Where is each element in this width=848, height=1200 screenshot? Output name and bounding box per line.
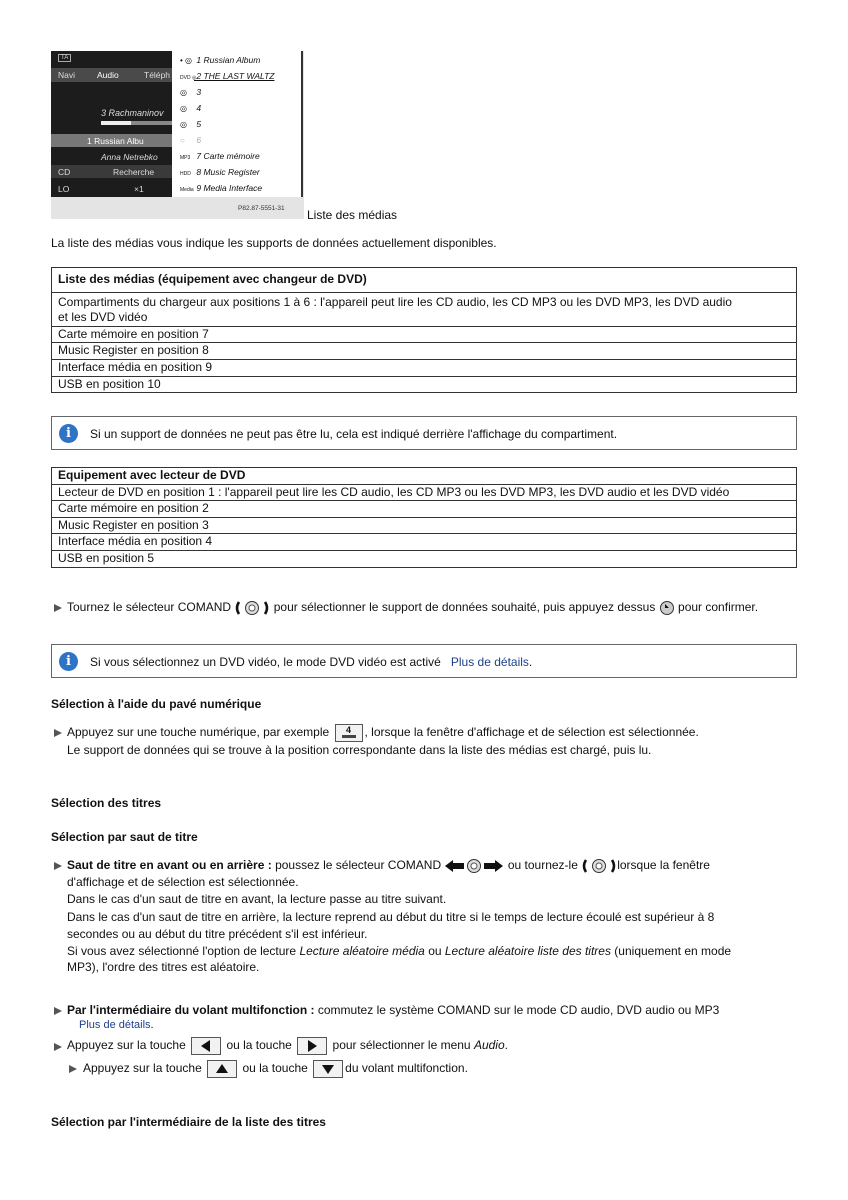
step-arrow-icon bbox=[54, 604, 62, 612]
status-multiplier: ×1 bbox=[134, 184, 144, 194]
heading-numeric-keypad: Sélection à l'aide du pavé numérique bbox=[51, 697, 262, 711]
step-text-line: Si vous avez sélectionné l'option de lecture Lecture aléatoire média ou Lecture aléatoire liste des titres (uniquement en mode bbox=[67, 944, 732, 958]
more-details-link[interactable]: Plus de détails bbox=[450, 655, 529, 669]
info-icon: i bbox=[59, 424, 78, 443]
figure-reference: P82.87-5551-31 bbox=[238, 205, 285, 212]
table-header: Liste des médias (équipement avec changeur de DVD) bbox=[52, 268, 797, 293]
step-select-medium: Tournez le sélecteur COMAND pour sélectionner le support de données souhaité, puis appuyez dessus pour confirmer. bbox=[67, 600, 759, 615]
step-text-line: d'affichage et de sélection est sélectionnée. bbox=[67, 875, 299, 889]
step-arrow-icon bbox=[54, 1043, 62, 1051]
step-steering-wheel-link: Plus de détails. bbox=[79, 1019, 154, 1031]
step-arrow-icon bbox=[54, 862, 62, 870]
menu-cd: CD bbox=[58, 167, 71, 177]
step-arrow-icon bbox=[54, 729, 62, 737]
table-row: Carte mémoire en position 7 bbox=[52, 326, 797, 343]
table-header: Equipement avec lecteur de DVD bbox=[52, 468, 797, 485]
tab-audio: Audio bbox=[97, 70, 119, 80]
media-list-table-dvd bbox=[51, 467, 797, 568]
info-note-text: Si vous sélectionnez un DVD vidéo, le mode DVD vidéo est activé Plus de détails. bbox=[90, 655, 533, 669]
left-key-icon bbox=[191, 1037, 221, 1055]
figure-caption: Liste des médias bbox=[307, 208, 398, 222]
number-key-icon: 4 bbox=[335, 724, 363, 742]
step-arrow-icon bbox=[69, 1065, 77, 1073]
tab-navi: Navi bbox=[58, 70, 76, 80]
table-row: USB en position 10 bbox=[52, 376, 797, 393]
comand-rotate-icon bbox=[234, 600, 270, 616]
table-row: Interface média en position 9 bbox=[52, 359, 797, 376]
track-title: 3 Rachmaninov bbox=[101, 108, 164, 118]
intro-paragraph: La liste des médias vous indique les supports de données actuellement disponibles. bbox=[51, 236, 497, 250]
screenshot-media-list bbox=[172, 51, 303, 197]
current-album: 1 Russian Albu bbox=[87, 136, 144, 146]
table-row: Interface média en position 4 bbox=[52, 534, 797, 551]
menu-recherche: Recherche bbox=[113, 167, 155, 177]
media-list-item: Media 9 Media Interface bbox=[180, 183, 263, 193]
tab-telephone: Téléph bbox=[144, 70, 170, 80]
right-key-icon bbox=[297, 1037, 327, 1055]
table-row: Lecteur de DVD en position 1 : l'appareil peut lire les CD audio, les CD MP3 ou les DVD MP3, les DVD audio et les DVD vidéo bbox=[52, 484, 797, 501]
heading-track-skip: Sélection par saut de titre bbox=[51, 830, 198, 844]
table-row: Carte mémoire en position 2 bbox=[52, 501, 797, 518]
media-list-item: ◎ 4 bbox=[180, 103, 202, 113]
comand-slide-icon bbox=[444, 858, 504, 874]
artist-name: Anna Netrebko bbox=[101, 152, 158, 162]
step-numeric-key: Appuyez sur une touche numérique, par exemple 4 , lorsque la fenêtre d'affichage et de sélection est sélectionnée. bbox=[67, 724, 699, 742]
up-key-icon bbox=[207, 1060, 237, 1078]
step-arrow-icon bbox=[54, 1007, 62, 1015]
table-row: Music Register en position 3 bbox=[52, 517, 797, 534]
media-list-item: ◎ 5 bbox=[180, 119, 202, 129]
ta-badge: TA bbox=[58, 54, 71, 62]
table-row: Music Register en position 8 bbox=[52, 343, 797, 360]
step-select-audio-menu: Appuyez sur la touche ou la touche pour sélectionner le menu Audio. bbox=[67, 1037, 508, 1055]
step-text-line: Dans le cas d'un saut de titre en avant, la lecture passe au titre suivant. bbox=[67, 892, 447, 906]
more-details-link[interactable]: Plus de détails bbox=[79, 1019, 151, 1031]
media-list-item: ○ 6 bbox=[180, 135, 202, 145]
info-note bbox=[51, 416, 797, 450]
comand-press-icon bbox=[659, 600, 675, 616]
screenshot-display-panel bbox=[51, 51, 172, 197]
status-lo: LO bbox=[58, 184, 70, 194]
table-row: Compartiments du chargeur aux positions 1 à 6 : l'appareil peut lire les CD audio, les CD MP3 ou les DVD MP3, les DVD audio et les DVD vidéo bbox=[52, 292, 797, 326]
media-list-item: DVD ◎ 2 THE LAST WALTZ bbox=[180, 71, 275, 81]
step-steering-wheel: Par l'intermédiaire du volant multifonction : commutez le système COMAND sur le mode CD audio, DVD audio ou MP3 bbox=[67, 1003, 720, 1017]
media-list-item: HDD 8 Music Register bbox=[180, 167, 260, 177]
step-text-line: Dans le cas d'un saut de titre en arrière, la lecture reprend au début du titre si le temps de lecture écoulé est supérieur à 8 bbox=[67, 910, 715, 924]
info-icon: i bbox=[59, 652, 78, 671]
media-list-item: ◎ 3 bbox=[180, 87, 202, 97]
table-row: USB en position 5 bbox=[52, 550, 797, 567]
info-note bbox=[51, 644, 797, 678]
step-numeric-key-result: Le support de données qui se trouve à la position correspondante dans la liste des médias est chargé, puis lu. bbox=[67, 743, 652, 757]
media-list-item: • ◎ 1 Russian Album bbox=[180, 55, 261, 65]
step-steering-buttons: Appuyez sur la touche ou la touche du volant multifonction. bbox=[83, 1060, 468, 1078]
step-text-line: MP3), l'ordre des titres est aléatoire. bbox=[67, 960, 260, 974]
media-list-item: MP3 7 Carte mémoire bbox=[180, 151, 260, 161]
heading-track-selection: Sélection des titres bbox=[51, 796, 162, 810]
step-track-skip: Saut de titre en avant ou en arrière : poussez le sélecteur COMAND ou tournez-le lorsque la fenêtre bbox=[67, 858, 710, 873]
step-text-line: secondes ou au début du titre précédent s'il est inférieur. bbox=[67, 927, 368, 941]
heading-track-list: Sélection par l'intermédiaire de la liste des titres bbox=[51, 1115, 326, 1129]
info-note-text: Si un support de données ne peut pas être lu, cela est indiqué derrière l'affichage du compartiment. bbox=[90, 427, 618, 441]
comand-rotate-icon bbox=[581, 858, 617, 874]
progress-bar-fill bbox=[101, 121, 131, 125]
media-list-table-changer bbox=[51, 267, 797, 393]
down-key-icon bbox=[313, 1060, 343, 1078]
